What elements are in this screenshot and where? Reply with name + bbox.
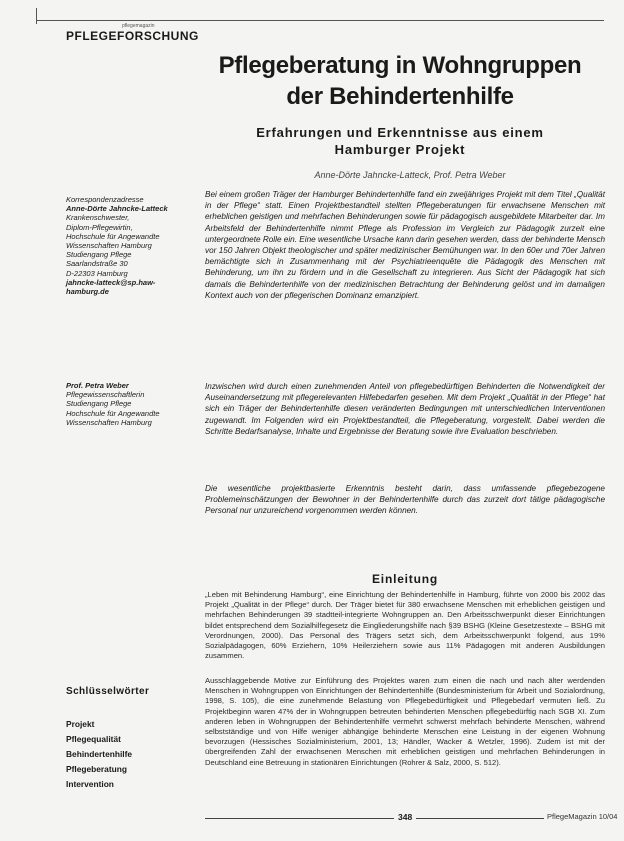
contact-line: Saarlandstraße 30 bbox=[66, 259, 128, 269]
header-rule bbox=[36, 8, 604, 21]
contact-block-1 bbox=[66, 195, 184, 296]
article-subtitle bbox=[230, 124, 570, 158]
keyword-item: Intervention bbox=[66, 779, 114, 789]
page-number: 348 bbox=[394, 812, 416, 822]
contact-line: Hochschule für Angewandte bbox=[66, 231, 160, 241]
journal-small-label: pflegemagazin bbox=[122, 23, 155, 29]
author-line: Anne-Dörte Jahncke-Latteck, Prof. Petra Weber bbox=[314, 170, 506, 180]
contact-line: Pflegewissenschaftlerin bbox=[66, 390, 145, 400]
abstract-paragraph-1: Bei einem großen Träger der Hamburger Behindertenhilfe fand ein zweijähriges Projekt mit dem Titel „Qualität in der Pflege“ statt. Einen Projektbestandteil stellten Pflegeberatungen für erwachsene Menschen mit erheblichen geistigen und mehrfachen Behinderungen sowie für pädagogisch ausgebildete Mitarbeiter dar. Im Arbeitsfeld der Behindertenhilfe nimmt Pflege als Profession im Vergleich zur Pädagogik zurzeit eine untergeordnete Rolle ein. Eine wesentliche Ursache kann darin gesehen werden, dass der behinderte Mensch vor 150 Jahren Objekt theologischer und später medizinischer Bemühungen war. In den 60er und 70er Jahren bemächtigte sich in Zusammenhang mit der Psychiatrieenquête die Pädagogik des Menschen mit Behinderung, um ihn zu fördern und in die Gesellschaft zu integrieren. Aus Sicht der Pädagogik hat sich damals die Behindertenhilfe von der medizinischen Betrachtung der Behinderung gelöst und im damaligen Kontext auch von der pflegerischen Dominanz emanzipiert. bbox=[205, 190, 605, 300]
keyword-item: Projekt bbox=[66, 719, 95, 729]
contact-line: Wissenschaften Hamburg bbox=[66, 417, 152, 427]
keywords-list bbox=[66, 717, 132, 792]
keywords-heading: Schlüsselwörter bbox=[66, 686, 150, 697]
title-line-2: der Behindertenhilfe bbox=[286, 83, 514, 110]
contact-line: Wissenschaften Hamburg bbox=[66, 241, 152, 251]
keyword-item: Pflegequalität bbox=[66, 734, 121, 744]
intro-paragraph-2: Ausschlaggebende Motive zur Einführung des Projektes waren zum einen die nach und nach älter werdenden Menschen in Wohngruppen von Einrichtungen der Behindertenhilfe (Bundesministerium für Arbeit und Sozialordnung, 1998, S. 105), die eine zunehmende Belastung von Pflegebedürftigkeit und Pflegebedarf vermuten ließ. Zu Projektbeginn waren 47% der in Wohngruppen betreuten behinderten Menschen pflegebedürftig nach SGB XI. Zum anderen leben in Wohngruppen der Behindertenhilfe vermehrt schwerst mehrfach behinderte Menschen, während selbstständige und von Hilfe weniger abhängige behinderte Menschen eine Leistung in der eigenen Wohnung bevorzugen (Hessisches Sozialministerium, 2001, 13; Händler, Wacker & Wetzler, 1996). Zudem ist mit der übergreifenden Zahl der erwachsenen Menschen mit erheblichen geistigen und mehrfachen Behinderungen in Deutschland eine Betreuung in stationären Einrichtungen (Rohrer & Salz, 2000, S. 512). bbox=[205, 676, 605, 767]
section-heading: Einleitung bbox=[372, 572, 438, 586]
subtitle-line-1: Erfahrungen und Erkenntnisse aus einem bbox=[256, 125, 544, 140]
contact-line: Krankenschwester, bbox=[66, 213, 130, 223]
contact-block-2 bbox=[66, 381, 184, 427]
header-rule-mark bbox=[36, 8, 37, 24]
contact-name: Prof. Petra Weber bbox=[66, 381, 129, 390]
contact-email[interactable]: jahncke-latteck@sp.haw-hamburg.de bbox=[66, 277, 156, 297]
title-line-1: Pflegeberatung in Wohngruppen bbox=[218, 52, 582, 79]
abstract-paragraph-3: Die wesentliche projektbasierte Erkenntnis besteht darin, dass umfassende pflegebezogene Problemeinschätzungen der Bewohner in der Behindertenhilfe durch das zurzeit dort tätige pädagogische Personal nur unzureichend vorgenommen werden können. bbox=[205, 484, 605, 516]
journal-name: PFLEGEFORSCHUNG bbox=[66, 29, 199, 43]
article-title bbox=[200, 50, 600, 112]
footer-journal-issue: PflegeMagazin 10/04 bbox=[544, 812, 620, 821]
contact-line: D-22303 Hamburg bbox=[66, 268, 128, 278]
keyword-item: Pflegeberatung bbox=[66, 764, 127, 774]
contact-line: Studiengang Pflege bbox=[66, 399, 132, 409]
contact-label: Korrespondenzadresse bbox=[66, 195, 144, 204]
keyword-item: Behindertenhilfe bbox=[66, 749, 133, 759]
contact-line: Hochschule für Angewandte bbox=[66, 408, 160, 418]
subtitle-line-2: Hamburger Projekt bbox=[334, 142, 466, 157]
contact-line: Studiengang Pflege bbox=[66, 250, 132, 260]
contact-line: Diplom-Pflegewirtin, bbox=[66, 222, 133, 232]
contact-name: Anne-Dörte Jahncke-Latteck bbox=[66, 204, 168, 214]
intro-paragraph-1: „Leben mit Behinderung Hamburg“, eine Einrichtung der Behindertenhilfe in Hamburg, führte von 2000 bis 2002 das Projekt „Qualität in der Pflege“ durch. Der Träger bietet für 380 erwachsene Menschen mit erheblichen geistigen und mehrfachen Behinderungen 39 stadtteil-integrierte Wohngruppen an. Den Arbeitsschwerpunkt dieser Einrichtungen bildet entsprechend dem Sozialhilfegesetz die Eingliederungshilfe nach §39 BSHG (Kleine Gesetzestexte – BSHG mit Verordnungen, 2000). Das Personal des Trägers setzt sich, dem Arbeitsschwerpunkt folgend, aus 19% Sozialpädagogen, 60% Erziehern, 10% Heilerziehern sowie aus 11% Pädagogen mit anderen Ausbildungen zusammen. bbox=[205, 590, 605, 661]
abstract-paragraph-2: Inzwischen wird durch einen zunehmenden Anteil von pflegebedürftigen Behinderten die Notwendigkeit der Auseinandersetzung mit pflegerelevanten Hilfebedarfen gesehen. Mit dem Projekt „Qualität in der Pflege“ hat sich ein Träger der Behindertenhilfe diesen veränderten Bedingungen mit unterschiedlichen Interventionen zugewandt. Im Folgenden wird ein Projektbestandteil, die Pflegeberatung, vorgestellt. Dabei werden die Schritte Bedarfsanalyse, Inhalte und Ergebnisse der Beratung sowie ihre Evaluation beschrieben. bbox=[205, 382, 605, 436]
